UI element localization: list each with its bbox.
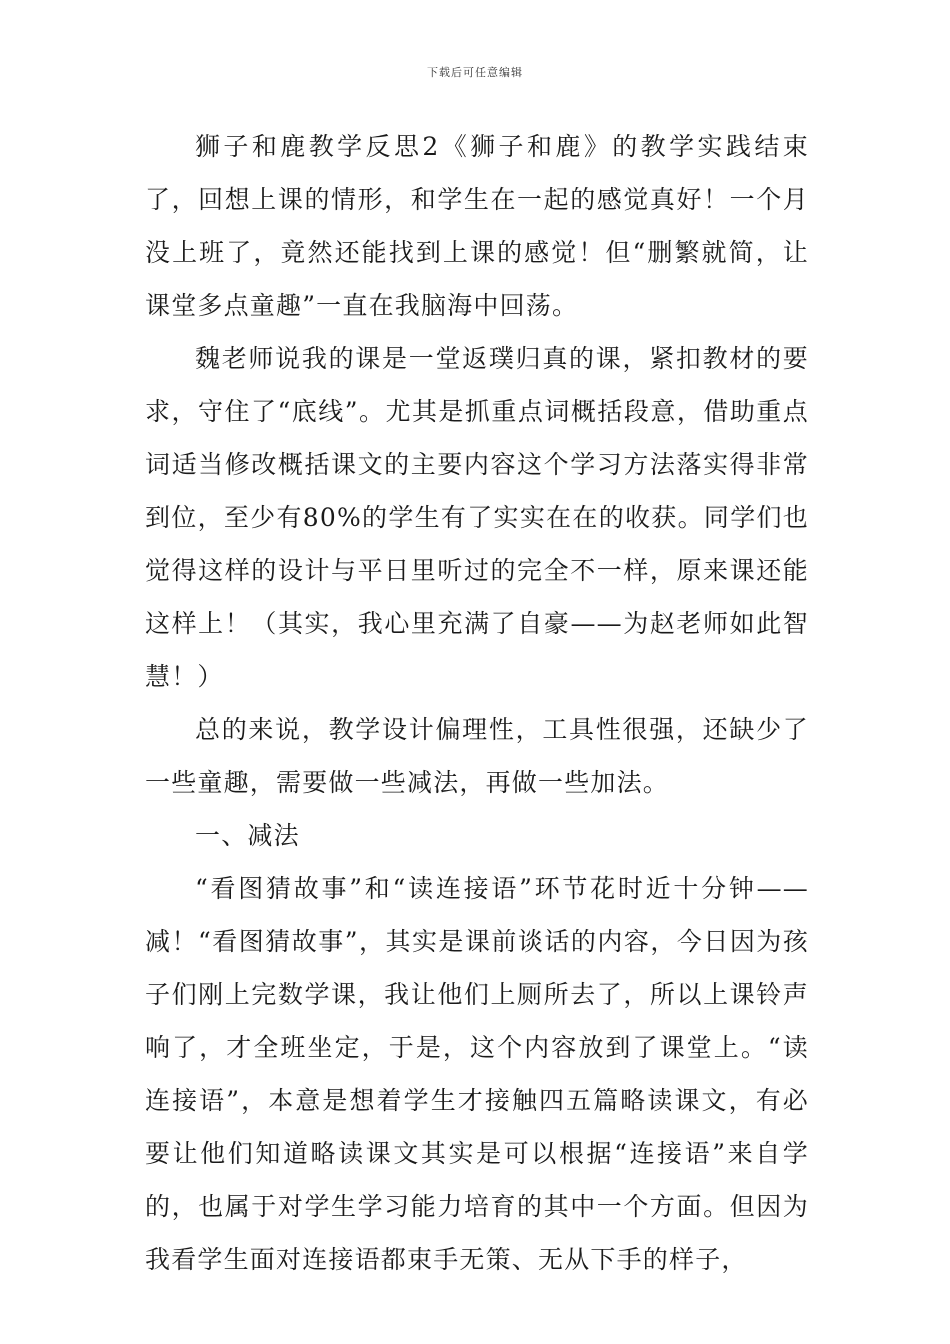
page-header: 下载后可任意编辑 (427, 66, 523, 79)
section-heading-subtraction: 一、减法 (195, 821, 300, 850)
paragraph-3: 总的来说，教学设计偏理性，工具性很强，还缺少了一些童趣，需要做一些减法，再做一些加法。 (145, 715, 809, 797)
paragraph-1: 狮子和鹿教学反思2《狮子和鹿》的教学实践结束了，回想上课的情形，和学生在一起的感觉真好！一个月没上班了，竟然还能找到上课的感觉！但“删繁就简，让课堂多点童趣”一直在我脑海中回荡。 (145, 132, 809, 320)
document-body (145, 120, 809, 1286)
paragraph-4: “看图猜故事”和“读连接语”环节花时近十分钟——减！“看图猜故事”，其实是课前谈话的内容，今日因为孩子们刚上完数学课，我让他们上厕所去了，所以上课铃声响了，才全班坐定，于是，这个内容放到了课堂上。“读连接语”，本意是想着学生才接触四五篇略读课文，有必要让他们知道略读课文其实是可以根据“连接语”来自学的，也属于对学生学习能力培育的其中一个方面。但因为我看学生面对连接语都束手无策、无从下手的样子， (145, 874, 809, 1274)
paragraph-2: 魏老师说我的课是一堂返璞归真的课，紧扣教材的要求，守住了“底线”。尤其是抓重点词概括段意，借助重点词适当修改概括课文的主要内容这个学习方法落实得非常到位，至少有80%的学生有了实实在在的收获。同学们也觉得这样的设计与平日里听过的完全不一样，原来课还能这样上！（其实，我心里充满了自豪——为赵老师如此智慧！） (145, 344, 809, 691)
